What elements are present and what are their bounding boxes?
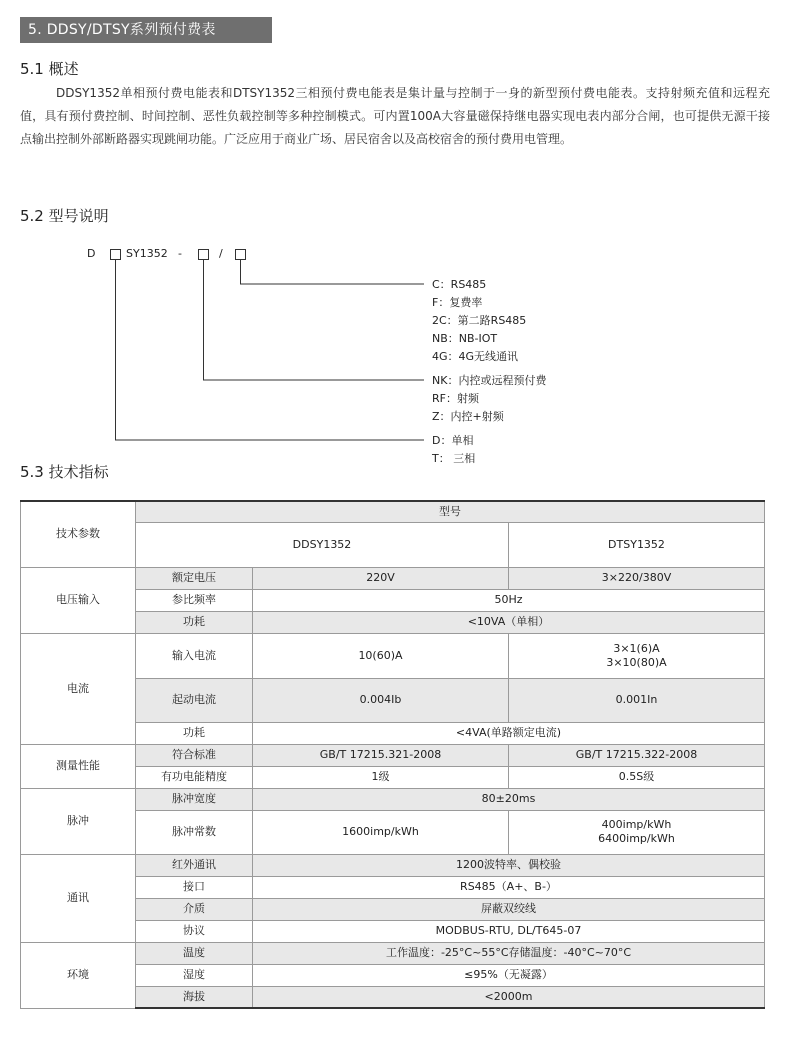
model-prefix: D xyxy=(87,247,96,260)
param-value: 0.001In xyxy=(509,678,765,722)
param-name: 有功电能精度 xyxy=(136,766,253,788)
function-connector xyxy=(204,260,425,380)
header-col-ddsy: DDSY1352 xyxy=(136,522,509,567)
param-value: <4VA(单路额定电流) xyxy=(253,722,765,744)
option-connector xyxy=(241,260,425,284)
param-value: 1200波特率、偶校验 xyxy=(253,854,765,876)
group-current: 电流 xyxy=(21,633,136,744)
type-connector xyxy=(116,260,425,440)
model-diagram-lines xyxy=(0,235,800,465)
spec-table xyxy=(20,500,765,1009)
param-value: RS485（A+、B-） xyxy=(253,876,765,898)
group-pulse: 脉冲 xyxy=(21,788,136,854)
overview-paragraph: DDSY1352单相预付费电能表和DTSY1352三相预付费电能表是集计量与控制于一身的新型预付费电能表。支持射频充值和远程充值，具有预付费控制、时间控制、恶性负载控制等多种控制模式。可内置100A大容量磁保持继电器实现电表内部分合闸，也可提供无源干接点输出控制外部断路器实现跳闸功能。广泛应用于商业广场、居民宿舍以及高校宿舍的预付费用电管理。 xyxy=(20,86,770,146)
heading-tech-specs: 5.3 技术指标 xyxy=(20,463,109,481)
param-name: 功耗 xyxy=(136,722,253,744)
param-name: 温度 xyxy=(136,942,253,964)
heading-model-description: 5.2 型号说明 xyxy=(20,207,109,225)
type-box xyxy=(111,250,121,260)
param-value: 工作温度：-25°C~55°C存储温度：-40°C~70°C xyxy=(253,942,765,964)
param-value: <2000m xyxy=(253,986,765,1008)
group-measurement: 测量性能 xyxy=(21,744,136,788)
heading-overview: 5.1 概述 xyxy=(20,60,79,78)
model-dash: - xyxy=(178,247,182,260)
param-value: 50Hz xyxy=(253,589,765,611)
model-code-diagram xyxy=(0,235,800,465)
param-name: 额定电压 xyxy=(136,567,253,589)
function-item: NK：内控或远程预付费 xyxy=(432,374,547,387)
value-line: 400imp/kWh xyxy=(601,818,672,831)
param-value: 1600imp/kWh xyxy=(253,810,509,854)
param-value: MODBUS-RTU, DL/T645-07 xyxy=(253,920,765,942)
value-line: 3×10(80)A xyxy=(606,655,667,669)
function-item: Z：内控+射频 xyxy=(432,410,504,423)
option-item: NB：NB-IOT xyxy=(432,332,498,345)
header-model: 型号 xyxy=(136,501,765,522)
param-name: 符合标准 xyxy=(136,744,253,766)
function-item: RF：射频 xyxy=(432,392,479,405)
param-name: 介质 xyxy=(136,898,253,920)
value-line: 6400imp/kWh xyxy=(598,832,675,845)
group-environment: 环境 xyxy=(21,942,136,1008)
group-voltage: 电压输入 xyxy=(21,567,136,633)
header-col-dtsy: DTSY1352 xyxy=(509,522,765,567)
param-name: 接口 xyxy=(136,876,253,898)
param-value: 0.004Ib xyxy=(253,678,509,722)
param-name: 红外通讯 xyxy=(136,854,253,876)
param-name: 参比频率 xyxy=(136,589,253,611)
option-item: C：RS485 xyxy=(432,278,487,291)
param-name: 脉冲常数 xyxy=(136,810,253,854)
param-name: 海拔 xyxy=(136,986,253,1008)
group-communication: 通讯 xyxy=(21,854,136,942)
param-value: 80±20ms xyxy=(253,788,765,810)
type-item: T： 三相 xyxy=(432,452,476,465)
param-name: 湿度 xyxy=(136,964,253,986)
param-value: 10(60)A xyxy=(253,633,509,678)
param-value xyxy=(509,633,765,678)
param-value: GB/T 17215.321-2008 xyxy=(253,744,509,766)
param-value: 1级 xyxy=(253,766,509,788)
type-item: D：单相 xyxy=(432,434,474,447)
option-item: 4G：4G无线通讯 xyxy=(432,350,519,363)
option-box xyxy=(236,250,246,260)
param-value xyxy=(509,810,765,854)
function-box xyxy=(199,250,209,260)
param-value: <10VA（单相） xyxy=(253,611,765,633)
header-param: 技术参数 xyxy=(21,501,136,567)
param-name: 脉冲宽度 xyxy=(136,788,253,810)
param-value: 屏蔽双绞线 xyxy=(253,898,765,920)
param-name: 协议 xyxy=(136,920,253,942)
param-value: 0.5S级 xyxy=(509,766,765,788)
param-value: ≤95%（无凝露） xyxy=(253,964,765,986)
model-slash: / xyxy=(219,247,223,260)
param-value: 220V xyxy=(253,567,509,589)
param-value: 3×220/380V xyxy=(509,567,765,589)
option-item: 2C：第二路RS485 xyxy=(432,314,527,327)
model-series: SY1352 xyxy=(126,247,168,260)
param-value: GB/T 17215.322-2008 xyxy=(509,744,765,766)
param-name: 输入电流 xyxy=(136,633,253,678)
section-title-bar: 5. DDSY/DTSY系列预付费表 xyxy=(20,17,272,43)
param-name: 起动电流 xyxy=(136,678,253,722)
option-item: F：复费率 xyxy=(432,296,483,309)
value-line: 3×1(6)A xyxy=(613,641,660,655)
param-name: 功耗 xyxy=(136,611,253,633)
